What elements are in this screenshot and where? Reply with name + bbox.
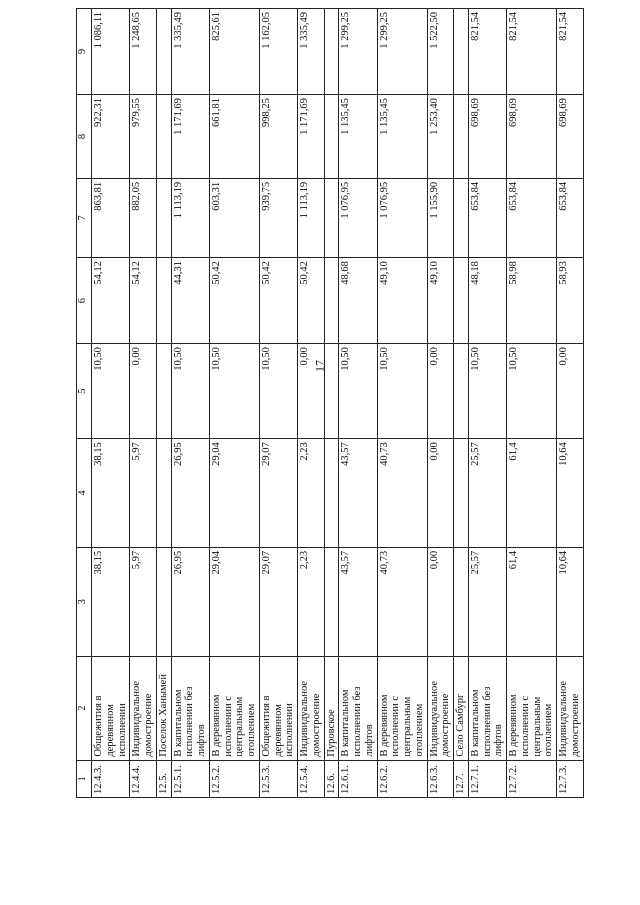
table-row (298, 9, 325, 798)
value-cell (324, 178, 339, 257)
value-cell: 54,12 (130, 258, 157, 344)
row-name-cell: Общежития в деревянном исполнении (259, 656, 297, 760)
row-name-cell: В капитальном исполнении без лифтов (171, 656, 209, 760)
table-row (156, 9, 171, 798)
column-header: 7 (77, 178, 92, 257)
value-cell: 54,12 (92, 258, 130, 344)
value-cell: 661,81 (209, 95, 259, 179)
value-cell: 653,84 (468, 178, 506, 257)
table-row (259, 9, 297, 798)
table-row (377, 9, 427, 798)
value-cell: 1 171,69 (298, 95, 325, 179)
table-row (324, 9, 339, 798)
table-row (454, 9, 469, 798)
value-cell: 10,64 (557, 439, 584, 548)
row-code-cell: 12.4.3. (92, 760, 130, 797)
value-cell: 10,50 (507, 344, 557, 439)
table-row (209, 9, 259, 798)
column-header: 1 (77, 760, 92, 797)
value-cell: 10,50 (209, 344, 259, 439)
value-cell: 50,42 (259, 258, 297, 344)
value-cell: 825,61 (209, 9, 259, 95)
value-cell (156, 258, 171, 344)
value-cell: 25,57 (468, 547, 506, 656)
value-cell: 653,84 (557, 178, 584, 257)
row-code-cell: 12.5. (156, 760, 171, 797)
value-cell: 1 248,65 (130, 9, 157, 95)
column-number-header-row (77, 9, 92, 798)
value-cell (156, 9, 171, 95)
value-cell: 1 135,45 (339, 95, 377, 179)
value-cell: 922,31 (92, 95, 130, 179)
table-row (339, 9, 377, 798)
value-cell: 40,73 (377, 439, 427, 548)
column-header: 3 (77, 547, 92, 656)
value-cell: 26,95 (171, 547, 209, 656)
value-cell: 10,50 (171, 344, 209, 439)
table-row (130, 9, 157, 798)
row-name-cell: В капитальном исполнении без лифтов (468, 656, 506, 760)
value-cell: 863,81 (92, 178, 130, 257)
value-cell: 43,57 (339, 439, 377, 548)
row-code-cell: 12.5.1. (171, 760, 209, 797)
value-cell: 1 171,69 (171, 95, 209, 179)
column-header: 4 (77, 439, 92, 548)
value-cell (324, 258, 339, 344)
row-name-cell: В деревянном исполнении с центральным отоплением (507, 656, 557, 760)
value-cell (454, 258, 469, 344)
column-header: 2 (77, 656, 92, 760)
value-cell (156, 439, 171, 548)
value-cell: 48,68 (339, 258, 377, 344)
value-cell: 979,55 (130, 95, 157, 179)
value-cell: 10,50 (92, 344, 130, 439)
row-name-cell: Индивидуальное домостроение (298, 656, 325, 760)
value-cell: 38,15 (92, 547, 130, 656)
value-cell: 49,10 (427, 258, 454, 344)
value-cell: 40,73 (377, 547, 427, 656)
rotated-table-container (76, 8, 581, 798)
value-cell: 58,98 (507, 258, 557, 344)
value-cell: 61,4 (507, 547, 557, 656)
row-code-cell: 12.5.4. (298, 760, 325, 797)
table-row (92, 9, 130, 798)
row-code-cell: 12.5.3. (259, 760, 297, 797)
value-cell: 26,95 (171, 439, 209, 548)
table-row (171, 9, 209, 798)
value-cell: 29,07 (259, 439, 297, 548)
value-cell: 821,54 (468, 9, 506, 95)
value-cell (454, 547, 469, 656)
value-cell: 44,31 (171, 258, 209, 344)
row-name-cell: Индивидуальное домостроение (427, 656, 454, 760)
value-cell: 0,00 (427, 344, 454, 439)
value-cell (454, 9, 469, 95)
value-cell: 603,31 (209, 178, 259, 257)
row-code-cell: 12.7.1. (468, 760, 506, 797)
value-cell: 1 076,95 (377, 178, 427, 257)
value-cell (156, 178, 171, 257)
value-cell (454, 95, 469, 179)
value-cell: 10,50 (259, 344, 297, 439)
value-cell: 10,50 (339, 344, 377, 439)
value-cell: 48,18 (468, 258, 506, 344)
row-name-cell: В деревянном исполнении с центральным отоплением (377, 656, 427, 760)
value-cell: 698,69 (468, 95, 506, 179)
value-cell: 998,25 (259, 95, 297, 179)
row-code-cell: 12.4.4. (130, 760, 157, 797)
row-name-cell: Индивидуальное домостроение (557, 656, 584, 760)
value-cell: 1 299,25 (377, 9, 427, 95)
row-name-cell: Село Самбург (454, 656, 469, 760)
value-cell: 1 076,95 (339, 178, 377, 257)
value-cell: 1 335,49 (171, 9, 209, 95)
value-cell: 0,00 (557, 344, 584, 439)
value-cell: 0,00 (427, 547, 454, 656)
column-header: 5 (77, 344, 92, 439)
table-body (92, 9, 584, 798)
value-cell: 1 113,19 (171, 178, 209, 257)
row-name-cell: В капитальном исполнении без лифтов (339, 656, 377, 760)
row-code-cell: 12.6.2. (377, 760, 427, 797)
value-cell (324, 439, 339, 548)
value-cell (454, 178, 469, 257)
value-cell: 1 162,05 (259, 9, 297, 95)
value-cell: 10,50 (377, 344, 427, 439)
value-cell (156, 547, 171, 656)
value-cell (324, 9, 339, 95)
value-cell: 821,54 (507, 9, 557, 95)
value-cell: 61,4 (507, 439, 557, 548)
value-cell: 1 253,40 (427, 95, 454, 179)
value-cell (324, 547, 339, 656)
table-row (468, 9, 506, 798)
value-cell (454, 344, 469, 439)
value-cell: 1 086,11 (92, 9, 130, 95)
value-cell: 5,97 (130, 439, 157, 548)
row-name-cell: Поселок Ханымей (156, 656, 171, 760)
value-cell: 1 113,19 (298, 178, 325, 257)
value-cell: 939,75 (259, 178, 297, 257)
value-cell: 10,64 (557, 547, 584, 656)
row-name-cell: Пуровское (324, 656, 339, 760)
value-cell: 10,50 (468, 344, 506, 439)
value-cell: 58,93 (557, 258, 584, 344)
value-cell: 1 155,90 (427, 178, 454, 257)
column-header: 9 (77, 9, 92, 95)
row-name-cell: Индивидуальное домостроение (130, 656, 157, 760)
value-cell: 653,84 (507, 178, 557, 257)
value-cell: 50,42 (209, 258, 259, 344)
row-name-cell: Общежития в деревянном исполнении (92, 656, 130, 760)
value-cell: 38,15 (92, 439, 130, 548)
value-cell (156, 95, 171, 179)
value-cell: 1 522,50 (427, 9, 454, 95)
value-cell: 698,69 (557, 95, 584, 179)
row-code-cell: 12.6. (324, 760, 339, 797)
row-code-cell: 12.7. (454, 760, 469, 797)
value-cell: 0,00 (130, 344, 157, 439)
row-code-cell: 12.6.1. (339, 760, 377, 797)
table-row (507, 9, 557, 798)
value-cell: 25,57 (468, 439, 506, 548)
row-code-cell: 12.7.3. (557, 760, 584, 797)
row-code-cell: 12.7.2. (507, 760, 557, 797)
value-cell: 29,07 (259, 547, 297, 656)
value-cell (324, 95, 339, 179)
value-cell: 2,23 (298, 439, 325, 548)
value-cell: 29,04 (209, 547, 259, 656)
value-cell (324, 344, 339, 439)
value-cell: 0,00 (298, 344, 325, 439)
row-code-cell: 12.5.2. (209, 760, 259, 797)
tariff-table (76, 8, 584, 798)
value-cell: 1 299,25 (339, 9, 377, 95)
value-cell: 882,05 (130, 178, 157, 257)
value-cell: 43,57 (339, 547, 377, 656)
row-code-cell: 12.6.3. (427, 760, 454, 797)
value-cell: 2,23 (298, 547, 325, 656)
row-name-cell: В деревянном исполнении с центральным отоплением (209, 656, 259, 760)
table-row (427, 9, 454, 798)
value-cell (454, 439, 469, 548)
column-header: 6 (77, 258, 92, 344)
value-cell: 821,54 (557, 9, 584, 95)
value-cell: 1 335,49 (298, 9, 325, 95)
value-cell: 0,00 (427, 439, 454, 548)
column-header: 8 (77, 95, 92, 179)
value-cell: 1 135,45 (377, 95, 427, 179)
value-cell: 5,97 (130, 547, 157, 656)
value-cell: 50,42 (298, 258, 325, 344)
value-cell (156, 344, 171, 439)
page-number: 17 (312, 360, 327, 372)
table-row (557, 9, 584, 798)
value-cell: 49,10 (377, 258, 427, 344)
value-cell: 698,69 (507, 95, 557, 179)
value-cell: 29,04 (209, 439, 259, 548)
